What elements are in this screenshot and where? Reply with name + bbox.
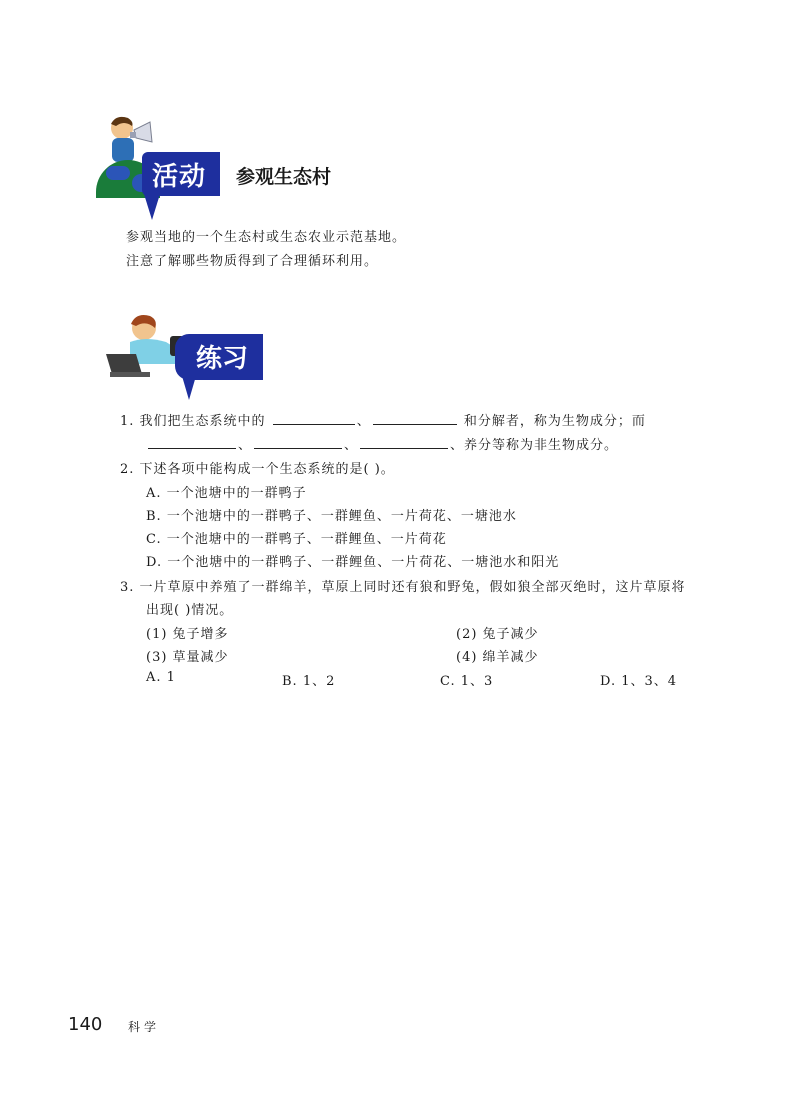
question-2-option-b[interactable]: B. 一个池塘中的一群鸭子、一群鲤鱼、一片荷花、一塘池水 bbox=[146, 509, 517, 524]
answer-blank-2[interactable] bbox=[373, 412, 457, 425]
question-2-stem: 2. 下述各项中能构成一个生态系统的是( )。 bbox=[120, 462, 395, 477]
question-1-text-b: 和分解者，称为生物成分；而 bbox=[463, 414, 646, 429]
question-3-stem-line-2: 出现( )情况。 bbox=[146, 603, 234, 618]
subject-label: 科学 bbox=[128, 1020, 161, 1034]
question-3-item-2: (2) 兔子减少 bbox=[456, 627, 539, 642]
question-3-item-4: (4) 绵羊减少 bbox=[456, 650, 539, 665]
question-3-choice-b[interactable]: B. 1、2 bbox=[282, 674, 336, 689]
question-2-option-d[interactable]: D. 一个池塘中的一群鸭子、一群鲤鱼、一片荷花、一塘池水和阳光 bbox=[146, 555, 560, 570]
question-1-separator-3: 、 bbox=[344, 438, 359, 453]
question-1-text-c: 、养分等称为非生物成分。 bbox=[450, 438, 619, 453]
answer-blank-1[interactable] bbox=[273, 412, 355, 425]
question-2-option-c[interactable]: C. 一个池塘中的一群鸭子、一群鲤鱼、一片荷花 bbox=[146, 532, 447, 547]
activity-badge-label: 活动 bbox=[152, 162, 207, 192]
activity-line-2: 注意了解哪些物质得到了合理循环利用。 bbox=[126, 254, 379, 269]
question-3-item-3: (3) 草量减少 bbox=[146, 650, 229, 665]
exercise-badge-tail bbox=[182, 376, 196, 400]
question-2-option-a[interactable]: A. 一个池塘中的一群鸭子 bbox=[146, 486, 307, 501]
answer-blank-3[interactable] bbox=[148, 436, 236, 449]
question-3-choice-c[interactable]: C. 1、3 bbox=[440, 674, 494, 689]
activity-badge-tail bbox=[144, 194, 160, 220]
question-3-choice-a[interactable]: A. 1 bbox=[146, 670, 176, 685]
activity-title: 参观生态村 bbox=[236, 166, 332, 188]
question-1-text-a: 1. 我们把生态系统中的 bbox=[120, 414, 266, 429]
question-1-line-1 bbox=[120, 410, 646, 429]
question-3-choice-d[interactable]: D. 1、3、4 bbox=[600, 674, 678, 689]
answer-blank-4[interactable] bbox=[254, 436, 342, 449]
question-1-separator-2: 、 bbox=[238, 438, 253, 453]
activity-line-1: 参观当地的一个生态村或生态农业示范基地。 bbox=[126, 230, 407, 245]
question-1-separator-1: 、 bbox=[356, 414, 371, 429]
exercise-badge-label: 练习 bbox=[196, 344, 249, 374]
answer-blank-5[interactable] bbox=[360, 436, 448, 449]
question-3-item-1: (1) 兔子增多 bbox=[146, 627, 229, 642]
page-number: 140 bbox=[68, 1014, 103, 1035]
question-3-stem-line-1: 3. 一片草原中养殖了一群绵羊，草原上同时还有狼和野兔，假如狼全部灭绝时，这片草原将 bbox=[120, 580, 686, 595]
question-1-line-2 bbox=[146, 434, 618, 453]
